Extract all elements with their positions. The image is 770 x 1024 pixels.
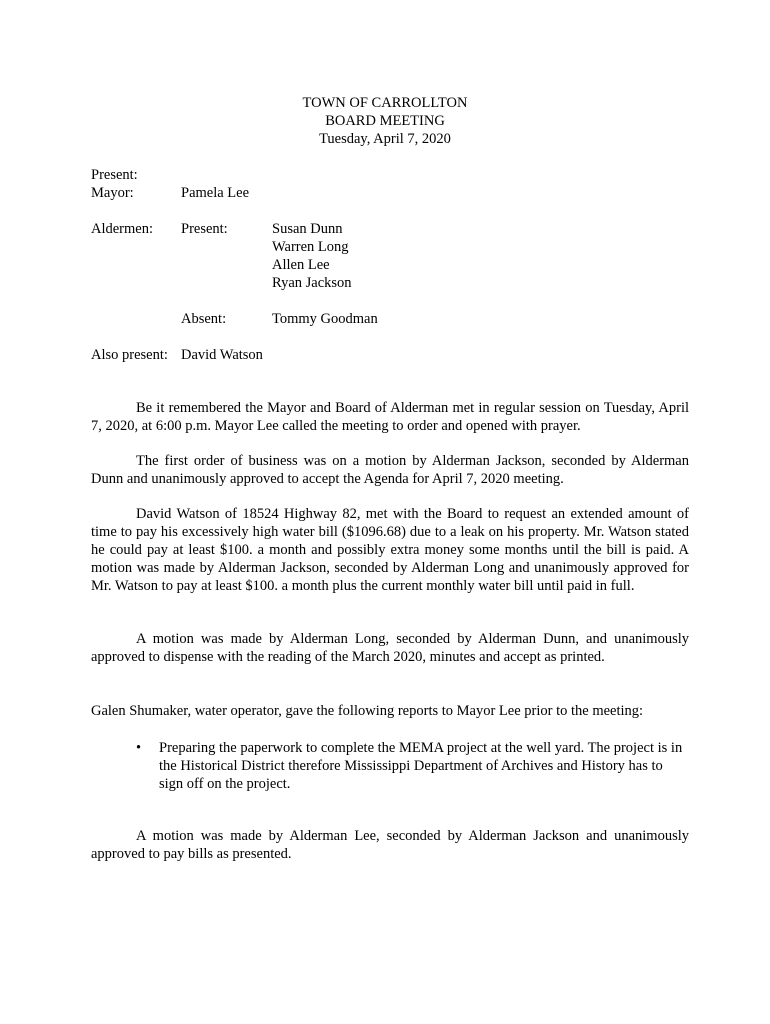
paragraph-bills-motion	[91, 827, 689, 863]
paragraph-text: A motion was made by Alderman Long, seconded by Alderman Dunn, and unanimously approved to dispense with the reading of the March 2020, minutes and accept as printed.	[91, 631, 689, 665]
alderman-present-name: Ryan Jackson	[272, 275, 352, 291]
paragraph-text: A motion was made by Alderman Lee, seconded by Alderman Jackson and unanimously approved to pay bills as presented.	[91, 828, 689, 862]
aldermen-label: Aldermen:	[91, 221, 154, 237]
bullet-item-mema-project: Preparing the paperwork to complete the MEMA project at the well yard. The project is in the Historical District therefore Mississippi Department of Archives and History has to sign off on the project.	[159, 740, 683, 792]
paragraph-text: The first order of business was on a motion by Alderman Jackson, seconded by Alderman Dunn and unanimously approved to accept the Agenda for April 7, 2020 meeting.	[91, 453, 689, 487]
meeting-title: BOARD MEETING	[325, 113, 445, 129]
paragraph-text: David Watson of 18524 Highway 82, met with the Board to request an extended amount of time to pay his excessively high water bill ($1096.68) due to a leak on his property. Mr. Watson stated he could pay at least $100. a month and possibly extra money some months until the bill is paid. A motion was made by Alderman Jackson, seconded by Alderman Long and unanimously approved for Mr. Watson to pay at least $100. a month plus the current monthly water bill until paid in full.	[91, 506, 689, 594]
paragraph-water-bill	[91, 505, 689, 595]
alderman-present-name: Allen Lee	[272, 257, 330, 273]
alderman-present-name: Susan Dunn	[272, 221, 343, 237]
paragraph-water-report: Galen Shumaker, water operator, gave the following reports to Mayor Lee prior to the meeting:	[91, 703, 644, 719]
also-present-name: David Watson	[181, 347, 263, 363]
also-present-label: Also present:	[91, 347, 168, 363]
paragraph-text: Be it remembered the Mayor and Board of Alderman met in regular session on Tuesday, April 7, 2020, at 6:00 p.m. Mayor Lee called the meeting to order and opened with prayer.	[91, 400, 689, 434]
mayor-name: Pamela Lee	[181, 185, 250, 201]
bullet-icon: •	[136, 740, 142, 756]
mayor-label: Mayor:	[91, 185, 134, 201]
present-label: Present:	[91, 167, 138, 183]
town-title: TOWN OF CARROLLTON	[302, 95, 468, 111]
aldermen-present-label: Present:	[181, 221, 228, 237]
paragraph-meeting-opening	[91, 399, 689, 435]
paragraph-minutes-motion	[91, 630, 689, 666]
paragraph-agenda-motion	[91, 452, 689, 488]
alderman-present-name: Warren Long	[272, 239, 349, 255]
meeting-date: Tuesday, April 7, 2020	[319, 131, 451, 147]
alderman-absent-name: Tommy Goodman	[272, 311, 378, 327]
aldermen-absent-label: Absent:	[181, 311, 227, 327]
